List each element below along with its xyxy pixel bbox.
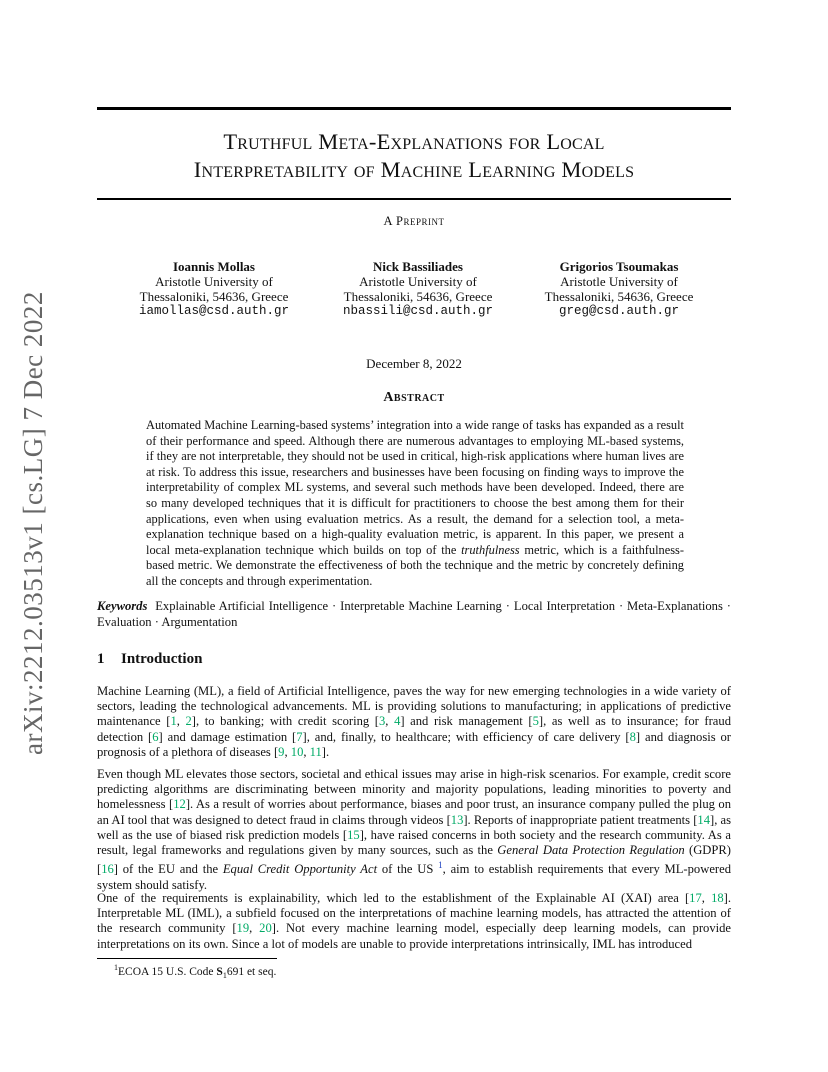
abstract-part: Automated Machine Learning-based systems’ integration into a wide range of tasks has expanded as a result of their performance and speed. Although there are numerous advantages to employing ML-based systems, if they are not interpretable, they should not be used in critical, high-risk applications where human lives are at risk. To address this issue, researchers and businesses have been focusing on finding ways to improve the interpretability of complex ML systems, and several such methods have been developed. Indeed, there are so many developed techniques that it is difficult for practitioners to choose the best among them for their applications, even when using evaluation metrics. As a result, the demand for a selection tool, a meta-explanation technique based on a high-quality evaluation metric, is apparent. In this paper, we present a local meta-explanation technique which builds on top of the xyxy=(146,418,684,557)
citation-link[interactable]: 10 xyxy=(290,744,304,759)
citation-link[interactable]: 2 xyxy=(185,714,192,729)
citation-link[interactable]: 17 xyxy=(689,891,702,905)
paragraph-1: Machine Learning (ML), a field of Artificial Intelligence, paves the way for new emerging technologies in a wide variety of sectors, leading the technological advancements. ML is providing solutions to manufacturing; in applications of predictive maintenance [1, 2], to banking; with credit scoring [3, 4] and risk management [5], as well as to insurance; for fraud detection [6] and damage estimation [7], and, finally, to healthcare; with efficiency of care delivery [8] and diagnosis or prognosis of a plethora of diseases [9, 10, 11]. xyxy=(97,684,731,759)
section-title: Introduction xyxy=(121,651,203,667)
footnote-subscript: 1 xyxy=(222,971,227,981)
author-affiliation: Aristotle University of xyxy=(359,274,477,289)
citation-link[interactable]: 15 xyxy=(347,827,360,842)
footnote-mark: 1 xyxy=(114,963,118,972)
author-email[interactable]: nbassili@csd.auth.gr xyxy=(342,304,494,318)
footnote-text: ECOA 15 U.S. Code xyxy=(118,965,217,978)
citation-link[interactable]: 8 xyxy=(629,729,636,744)
footnote-rest: 691 et seq. xyxy=(226,965,277,978)
keywords-text: Explainable Artificial Intelligence · Interpretable Machine Learning · Local Interpretation · Meta-Explanations · Evaluation · Argumentation xyxy=(97,599,732,629)
author-name: Grigorios Tsoumakas xyxy=(559,259,679,274)
author-affiliation: Aristotle University of xyxy=(560,274,678,289)
citation-link[interactable]: 14 xyxy=(697,812,710,827)
citation-link[interactable]: 7 xyxy=(296,729,303,744)
footnote-rule xyxy=(97,958,277,959)
footnote-link[interactable]: 1 xyxy=(438,860,443,871)
keywords xyxy=(97,599,731,630)
section-heading xyxy=(97,651,202,668)
author-block-3 xyxy=(519,259,719,319)
citation-link[interactable]: 9 xyxy=(278,744,285,759)
citation-link[interactable]: 12 xyxy=(173,797,186,812)
abstract-emphasis: truthfulness xyxy=(461,542,520,557)
abstract-heading: Abstract xyxy=(383,390,445,405)
abstract-part: metric, which is a faithfulness-based metric. We demonstrate the effectiveness of both the technique and the metric by concretely defining all the concepts and through experimentation. xyxy=(146,542,685,588)
paper-date: December 8, 2022 xyxy=(366,356,462,371)
citation-link[interactable]: 19 xyxy=(236,921,250,936)
author-email[interactable]: greg@csd.auth.gr xyxy=(558,304,680,318)
author-address: Thessaloniki, 54636, Greece xyxy=(544,289,694,304)
title-line-1: Truthful Meta-Explanations for Local xyxy=(223,129,605,154)
paper-title xyxy=(97,128,731,184)
footnote xyxy=(114,963,276,980)
author-email[interactable]: iamollas@csd.auth.gr xyxy=(138,304,290,318)
author-name: Nick Bassiliades xyxy=(373,259,463,274)
paragraph-3: One of the requirements is explainability, which led to the establishment of the Explainable AI (XAI) area [17, 18]. Interpretable ML (IML), a subfield focused on the interpretations of machine learning models, has attracted the attention of the research community [19, 20]. Not every machine learning model, especially deep learning models, can provide interpretations on its own. Since a lot of models are unable to provide interpretations intrinsically, IML has introduced xyxy=(97,891,731,951)
author-address: Thessaloniki, 54636, Greece xyxy=(343,289,493,304)
paragraph-2: Even though ML elevates those sectors, societal and ethical issues may arise in high-risk scenarios. For example, credit score predicting algorithms are discriminating between minority and majority populations, leading minorities to poverty and homelessness [12]. As a result of worries about performance, biases and poor trust, an insurance company pulled the plug on an AI tool that was designed to detect fraud in claims through videos [13]. Reports of inappropriate patient treatments [14], as well as the use of biased risk prediction models [15], have raised concerns in both society and the research community. As a result, legal frameworks and regulations given by many sources, such as the General Data Protection Regulation (GDPR) [16] of the EU and the Equal Credit Opportunity Act of the US $^1$, aim to establish requirements that every ML-powered system should satisfy. xyxy=(97,767,731,892)
citation-link[interactable]: 13 xyxy=(450,812,464,827)
citation-link[interactable]: 11 xyxy=(309,744,322,759)
section-number: 1 xyxy=(97,651,105,667)
title-bottom-rule xyxy=(97,198,731,200)
arxiv-stamp: arXiv:2212.03513v1 [cs.LG] 7 Dec 2022 xyxy=(18,291,48,755)
author-name: Ioannis Mollas xyxy=(173,259,255,274)
author-affiliation: Aristotle University of xyxy=(155,274,273,289)
citation-link[interactable]: 20 xyxy=(259,921,272,936)
footnote-section-sign: S xyxy=(216,965,223,978)
author-address: Thessaloniki, 54636, Greece xyxy=(139,289,289,304)
citation-link[interactable]: 16 xyxy=(101,862,114,877)
preprint-label: A Preprint xyxy=(383,214,445,228)
abstract-text xyxy=(146,418,684,590)
citation-link[interactable]: 5 xyxy=(532,714,539,729)
author-block-1 xyxy=(114,259,314,319)
citation-link[interactable]: 1 xyxy=(170,714,177,729)
citation-link[interactable]: 3 xyxy=(379,714,386,729)
citation-link[interactable]: 4 xyxy=(394,714,401,729)
keywords-label: Keywords xyxy=(97,599,148,613)
top-rule xyxy=(97,107,731,110)
title-line-2: Interpretability of Machine Learning Models xyxy=(193,157,635,182)
author-block-2 xyxy=(318,259,518,319)
citation-link[interactable]: 6 xyxy=(152,729,159,744)
citation-link[interactable]: 18 xyxy=(711,891,724,905)
